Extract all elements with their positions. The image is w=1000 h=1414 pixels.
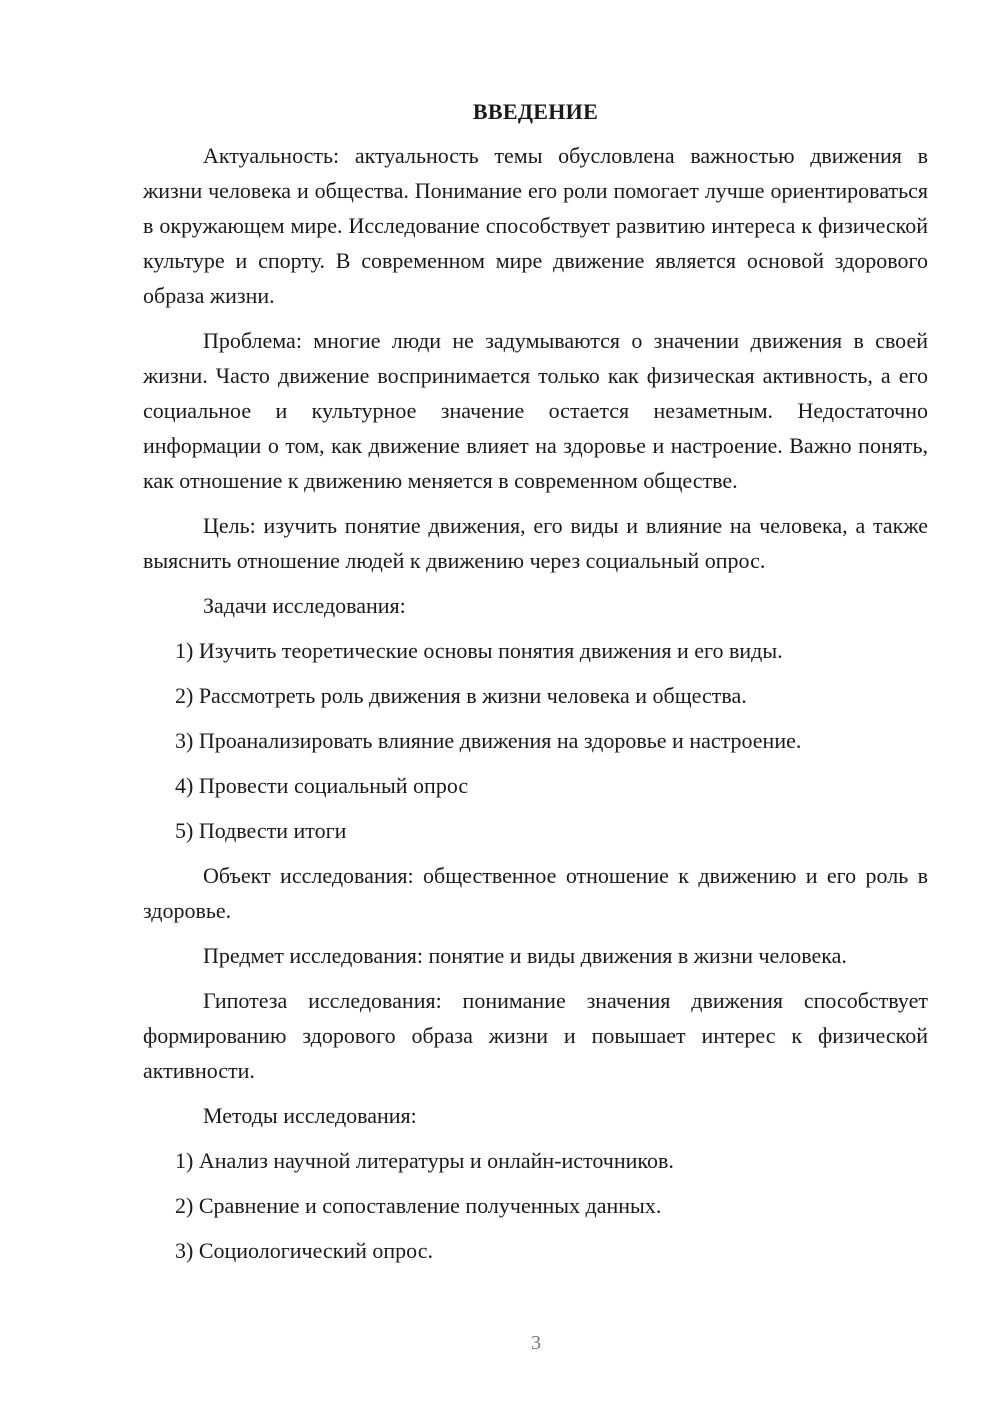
list-item: 2) Сравнение и сопоставление полученных данных. (175, 1193, 662, 1218)
list-item: 3) Проанализировать влияние движения на здоровье и настроение. (175, 728, 802, 753)
list-item: 2) Рассмотреть роль движения в жизни человека и общества. (175, 683, 747, 708)
list-item: 3) Социологический опрос. (175, 1238, 433, 1263)
subject-paragraph: Предмет исследования: понятие и виды движения в жизни человека. (203, 943, 847, 968)
hypothesis-paragraph: Гипотеза исследования: понимание значения движения способствует формированию здорового образа жизни и повышает интерес к физической активности. (143, 988, 928, 1083)
tasks-list (143, 633, 928, 848)
goal-paragraph: Цель: изучить понятие движения, его виды и влияние на человека, а также выяснить отношение людей к движению через социальный опрос. (143, 513, 928, 573)
methods-list (143, 1143, 928, 1268)
object-paragraph: Объект исследования: общественное отношение к движению и его роль в здоровье. (143, 863, 928, 923)
page-number: 3 (531, 1332, 541, 1354)
methods-label: Методы исследования: (203, 1103, 417, 1128)
page-title: ВВЕДЕНИЕ (472, 99, 599, 124)
list-item: 1) Анализ научной литературы и онлайн-источников. (175, 1148, 674, 1173)
document-page (143, 96, 928, 1278)
list-item: 4) Провести социальный опрос (175, 773, 469, 798)
list-item: 5) Подвести итоги (175, 818, 347, 843)
problem-paragraph: Проблема: многие люди не задумываются о значении движения в своей жизни. Часто движение воспринимается только как физическая активность, а его социальное и культурное значение остается незаметным. Недостаточно информации о том, как движение влияет на здоровье и настроение. Важно понять, как отношение к движению меняется в современном обществе. (143, 328, 928, 493)
relevance-paragraph: Актуальность: актуальность темы обусловлена важностью движения в жизни человека и общества. Понимание его роли помогает лучше ориентироваться в окружающем мире. Исследование способствует развитию интереса к физической культуре и спорту. В современном мире движение является основой здорового образа жизни. (143, 143, 928, 308)
tasks-label: Задачи исследования: (203, 593, 406, 618)
list-item: 1) Изучить теоретические основы понятия движения и его виды. (175, 638, 783, 663)
